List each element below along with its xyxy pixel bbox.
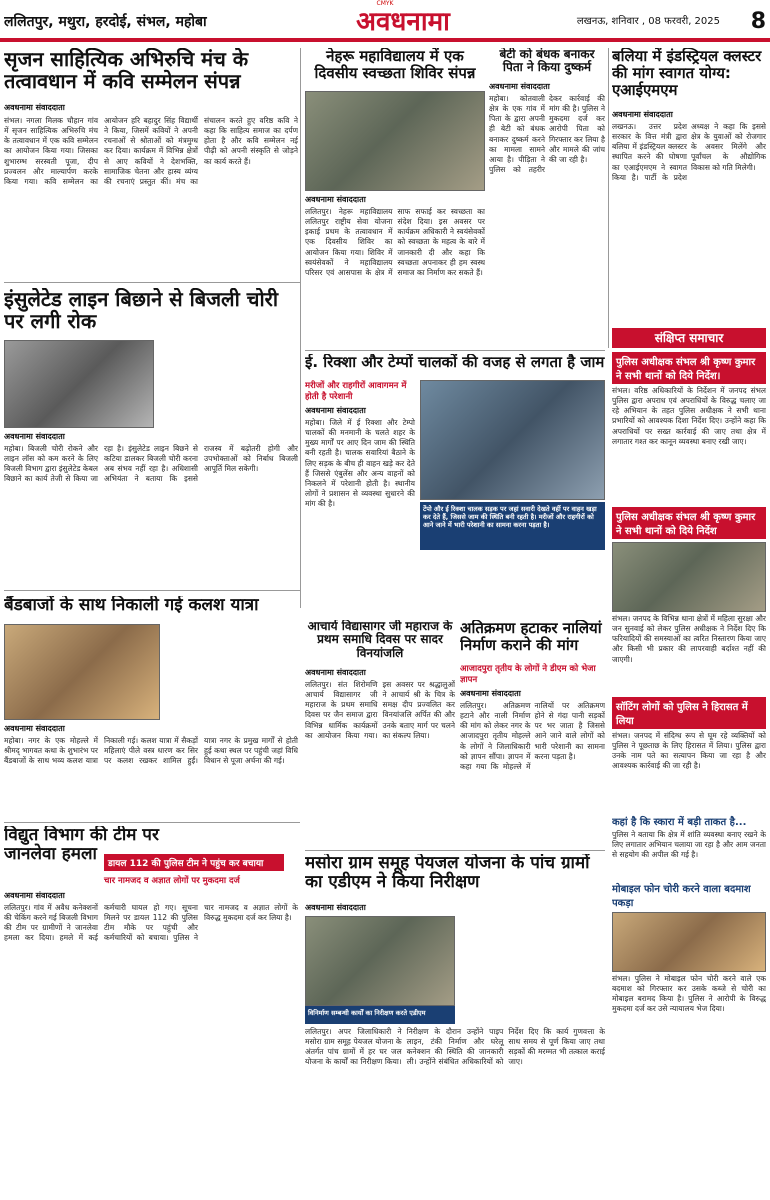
brief-body: संभल। जनपद में संदिग्ध रूप से घूम रहे व्यक्तियों को पुलिस ने पूछताछ के लिए हिरासत में लिया। पुलिस द्वारा उनके नाम पते का सत्यापन किया जा रहा है और आवश्यक कार्रवाई की जा रही है। [612, 731, 766, 771]
headline: इंसुलेटेड लाइन बिछाने से बिजली चोरी पर लगी रोक [4, 288, 278, 334]
headline: मसोरा ग्राम समूह पेयजल योजना के पांच ग्रामों का एडीएम ने किया निरीक्षण [305, 854, 590, 893]
byline: अवधनामा संवाददाता [305, 903, 366, 912]
row-divider [4, 590, 300, 591]
headline: बैंडबाजों के साथ निकाली गई कलश यात्रा [4, 596, 259, 615]
article-beti [489, 48, 605, 348]
photo-caption: टेंपो और ई रिक्शा चालक सड़क पर जहां सवारी देखते वहीं पर वाहन खड़ा कर देते हैं, जिससे जाम की स्थिति बनी रहती है। मरीजों और राहगीरों को आने जाने में भारी परेशानी का सामना करना पड़ता है। [420, 502, 605, 550]
byline: अवधनामा संवाददाता [305, 668, 366, 677]
article-photo [305, 916, 455, 1006]
article-vidyut [4, 826, 298, 1196]
article-body: महोबा। कोतवाली क्षेत्र के एक गांव में पिता के द्वारा अपनी ही बेटी को बंधक बनाकर दुष्कर्म करने का मामला सामने आया है। पीड़िता ने पुलिस को तहरीर देकर कार्रवाई की मांग की है। पुलिस ने मुकदमा दर्ज कर आरोपी पिता को गिरफ्तार कर लिया है और मामले की जांच की जा रही है। [489, 94, 605, 174]
kicker: चार नामजद व अज्ञात लोगों पर मुकदमा दर्ज [104, 876, 240, 886]
brief-body: संभल। जनपद के विभिन्न थाना क्षेत्रों में महिला सुरक्षा और जन सुनवाई को लेकर पुलिस अधीक्षक ने निर्देश दिए कि फरियादियों की समस्याओं का त्वरित निस्तारण किया जाए और किसी भी प्रकार की लापरवाही बर्दाश्त नहीं की जाएगी। [612, 614, 766, 664]
byline: अवधनामा संवाददाता [460, 689, 521, 698]
brief-headline: मोबाइल फोन चोरी करने वाला बदमाश पकड़ा [612, 884, 751, 909]
brief-photo [612, 912, 766, 972]
brief-body: संभल। पुलिस ने मोबाइल फोन चोरी करने वाले एक बदमाश को गिरफ्तार कर उसके कब्जे से चोरी का मोबाइल बरामद किया है। पुलिस ने आरोपी के विरुद्ध मुकदमा दर्ज कर उसे न्यायालय भेज दिया। [612, 974, 766, 1014]
dateline: लखनऊ, शनिवार , 08 फरवरी, 2025 [576, 16, 720, 27]
byline: अवधनामा संवाददाता [612, 110, 673, 119]
brief-headline: पुलिस अधीक्षक संभल श्री कृष्ण कुमार ने सभी थानों को दिये निर्देश [612, 507, 766, 539]
article-body: संभल। नगला मिलक चौहान गांव में सृजन साहित्यिक अभिरुचि मंच के तत्वावधान में एक कवि सम्मेलन का आयोजन किया गया। जिसका शुभारम्भ सरस्वती पूजा, दीप प्रज्वलन और माल्यार्पण करके किया गया। कवि सम्मेलन का आयोजन हरि बहादुर सिंह विद्यार्थी ने किया, जिसमें कवियों ने अपनी रचनाओं से श्रोताओं को मंत्रमुग्ध कर दिया। कार्यक्रम में विभिन्न क्षेत्रों से आए कवियों ने देशभक्ति, सामाजिक चेतना और हास्य व्यंग्य की रचनाएं प्रस्तुत कीं। मंच का संचालन करते हुए वरिष्ठ कवि ने कहा कि साहित्य समाज का दर्पण होता है और कवि सम्मेलन नई पीढ़ी को अपनी संस्कृति से जोड़ने का कार्य करते हैं। [4, 116, 298, 186]
headline: ई. रिक्शा और टेम्पों चालकों की वजह से लगता है जाम [305, 354, 605, 371]
article-body: महोबा। नगर के एक मोहल्ले में श्रीमद् भागवत कथा के शुभारंभ पर बैंडबाजों के साथ भव्य कलश यात्रा निकाली गई। कलश यात्रा में सैकड़ों महिलाएं पीले वस्त्र धारण कर सिर पर कलश रखकर शामिल हुईं। यात्रा नगर के प्रमुख मार्गों से होती हुई कथा स्थल पर पहुंची जहां विधि विधान से पूजा अर्चना की गई। [4, 736, 298, 766]
article-body: महोबा। जिले में ई रिक्शा और टेम्पो चालकों की मनमानी के चलते शहर के मुख्य मार्गों पर आए दिन जाम की स्थिति बनी रहती है। चालक सवारियां बैठाने के लिए सड़क के बीच ही वाहन खड़े कर देते हैं जिससे एंबुलेंस और अन्य वाहनों को निकलने में परेशानी होती है। स्थानीय लोगों ने प्रशासन से व्यवस्था सुधारने की मांग की है। [305, 418, 415, 508]
headline: विद्युत विभाग की टीम पर जानलेवा हमला [4, 826, 159, 865]
row-divider [4, 282, 300, 283]
brief-body: संभल। वरिष्ठ अधिकारियों के निर्देशन में जनपद संभल पुलिस द्वारा अपराध एवं अपराधियों के विरुद्ध चलाए जा रहे अभियान के तहत पुलिस अधीक्षक ने सभी थाना प्रभारियों को आवश्यक दिशा निर्देश दिए। उन्होंने कहा कि अपराधियों पर सख्त कार्रवाई की जाए तथा क्षेत्र में लगातार गश्त कर कानून व्यवस्था बनाए रखी जाए। [612, 386, 766, 446]
row-divider [4, 822, 300, 823]
headline: अतिक्रमण हटाकर नालियां निर्माण कराने की मांग [460, 620, 602, 654]
column-divider [608, 48, 609, 348]
headline: सृजन साहित्यिक अभिरुचि मंच के तत्वावधान में कवि सम्मेलन संपन्न [4, 48, 249, 94]
article-body: महोबा। बिजली चोरी रोकने और लाइन लॉस को कम करने के लिए बिजली विभाग द्वारा इंसुलेटेड केबल बिछाने का कार्य तेजी से किया जा रहा है। इंसुलेटेड लाइन बिछने से कटिया डालकर बिजली चोरी करना अब संभव नहीं रहा है। अधिशासी अभियंता ने बताया कि इससे राजस्व में बढ़ोतरी होगी और उपभोक्ताओं को निर्बाध बिजली आपूर्ति मिल सकेगी। [4, 444, 298, 484]
article-photo [305, 91, 485, 191]
article-insulated [4, 288, 298, 588]
byline: अवधनामा संवाददाता [4, 724, 65, 733]
brief-body: पुलिस ने बताया कि क्षेत्र में शांति व्यवस्था बनाए रखने के लिए लगातार अभियान चलाया जा रहा है और आम जनता से सहयोग की अपील की गई है। [612, 830, 766, 860]
row-divider [305, 850, 605, 851]
article-photo [4, 340, 154, 428]
article-body: ललितपुर। अतिक्रमण हटाने और नाली निर्माण की मांग को लेकर नगर के आजादपुरा तृतीय मोहल्ले के लोगों ने जिलाधिकारी को ज्ञापन सौंपा। ज्ञापन में कहा गया कि मोहल्ले में नालियों पर अतिक्रमण होने से गंदा पानी सड़कों पर भर जाता है जिससे आने जाने वाले लोगों को भारी परेशानी का सामना करना पड़ता है। [460, 701, 605, 771]
article-body: ललितपुर। नेहरू महाविद्यालय ललितपुर राष्ट्रीय सेवा योजना इकाई प्रथम के तत्वावधान में एक दिवसीय शिविर का आयोजन किया गया। शिविर में स्वयंसेवकों ने महाविद्यालय परिसर एवं आसपास के क्षेत्र में साफ सफाई कर स्वच्छता का संदेश दिया। इस अवसर पर कार्यक्रम अधिकारी ने स्वयंसेवकों को स्वच्छता के महत्व के बारे में जानकारी दी और कहा कि स्वच्छता अपनाकर ही हम स्वस्थ समाज का निर्माण कर सकते हैं। [305, 207, 485, 277]
article-atikraman [460, 620, 605, 846]
article-photo [420, 380, 605, 500]
column-divider [300, 48, 301, 608]
brief-headline: पुलिस अधीक्षक संभल श्री कृष्ण कुमार ने सभी थानों को दिये निर्देश। [612, 352, 766, 384]
edition-cities: ललितपुर, मथुरा, हरदोई, संभल, महोबा [4, 14, 207, 30]
headline: नेहरू महाविद्यालय में एक दिवसीय स्वच्छता शिविर संपन्न [314, 48, 476, 82]
page-number: 8 [750, 9, 766, 34]
brief-news-bar: संक्षिप्त समाचार [612, 328, 766, 348]
photo-caption: विनिर्माण सम्बन्धी कार्यों का निरीक्षण करते एडीएम [305, 1006, 455, 1024]
brief-photo [612, 542, 766, 612]
headline: बलिया में इंडस्ट्रियल क्लस्टर की मांग स्वागत योग्य: एआईएमएम [612, 48, 762, 99]
byline: अवधनामा संवाददाता [4, 891, 65, 900]
article-kavi [4, 48, 298, 278]
article-body: ललितपुर। अपर जिलाधिकारी ने मसोरा ग्राम समूह पेयजल योजना के अंतर्गत पांच ग्रामों में हर घर जल योजना के कार्यों का निरीक्षण किया। निरीक्षण के दौरान उन्होंने पाइप लाइन, टंकी निर्माण और घरेलू कनेक्शन की स्थिति की जानकारी ली। उन्होंने संबंधित अधिकारियों को निर्देश दिए कि कार्य गुणवत्ता के साथ समय से पूर्ण किया जाए तथा सड़कों की मरम्मत भी तत्काल कराई जाए। [305, 1027, 605, 1067]
article-masora [305, 854, 605, 1196]
byline: अवधनामा संवाददाता [305, 406, 366, 415]
kicker: मरीजों और राहगीरों आवागमन में होती है परेशानी [305, 381, 407, 402]
headline: आचार्य विद्यासागर जी महाराज के प्रथम समाधि दिवस पर सादर विनयांजलि [307, 620, 453, 660]
kicker: आजादपुरा तृतीय के लोगों ने डीएम को भेजा ज्ञापन [460, 664, 596, 685]
article-body: लखनऊ। उत्तर प्रदेश सरकार के वित्त मंत्री द्वारा बलिया में इंडस्ट्रियल क्लस्टर स्थापित करने की घोषणा का एआईएमएम ने स्वागत किया है। पार्टी के प्रदेश अध्यक्ष ने कहा कि इससे क्षेत्र के युवाओं को रोजगार के अवसर मिलेंगे और पूर्वांचल के औद्योगिक विकास को गति मिलेगी। [612, 122, 766, 182]
article-nehru [305, 48, 485, 348]
byline: अवधनामा संवाददाता [489, 82, 550, 91]
article-body: ललितपुर। संत शिरोमणि आचार्य विद्यासागर जी महाराज के प्रथम समाधि दिवस पर जैन समाज द्वारा विभिन्न धार्मिक कार्यक्रमों का आयोजन किया गया। इस अवसर पर श्रद्धालुओं ने आचार्य श्री के चित्र के समक्ष दीप प्रज्वलित कर विनयांजलि अर्पित की और उनके बताए मार्ग पर चलने का संकल्प लिया। [305, 680, 455, 740]
article-kalash [4, 596, 298, 818]
article-photo [4, 624, 160, 720]
masthead-logo: अवधनामा [356, 7, 450, 37]
article-baliya [612, 48, 766, 326]
brief-news-column [612, 352, 766, 1046]
byline: अवधनामा संवाददाता [4, 103, 65, 112]
brief-headline: सॉटिंग लोगों को पुलिस ने हिरासत में लिया [612, 697, 766, 729]
article-acharya [305, 620, 455, 846]
row-divider [305, 350, 605, 351]
brief-headline: कहां है कि स्कारा में बड़ी ताकत है... [612, 817, 747, 828]
kicker-box: डायल 112 की पुलिस टीम ने पहुंच कर बचाया [104, 854, 284, 871]
cmyk-mark: CMYK [376, 0, 394, 7]
article-body: ललितपुर। गांव में अवैध कनेक्शनों की चेकिंग करने गई बिजली विभाग की टीम पर ग्रामीणों ने जानलेवा हमला कर दिया। हमले में कई कर्मचारी घायल हो गए। सूचना मिलने पर डायल 112 की पुलिस टीम मौके पर पहुंची और कर्मचारियों को बचाया। पुलिस ने चार नामजद व अज्ञात लोगों के विरुद्ध मुकदमा दर्ज कर लिया है। [4, 903, 298, 943]
byline: अवधनामा संवाददाता [305, 195, 366, 204]
header-rule [0, 38, 770, 42]
headline: बेटी को बंधक बनाकर पिता ने किया दुष्कर्म [499, 48, 595, 75]
byline: अवधनामा संवाददाता [4, 432, 65, 441]
